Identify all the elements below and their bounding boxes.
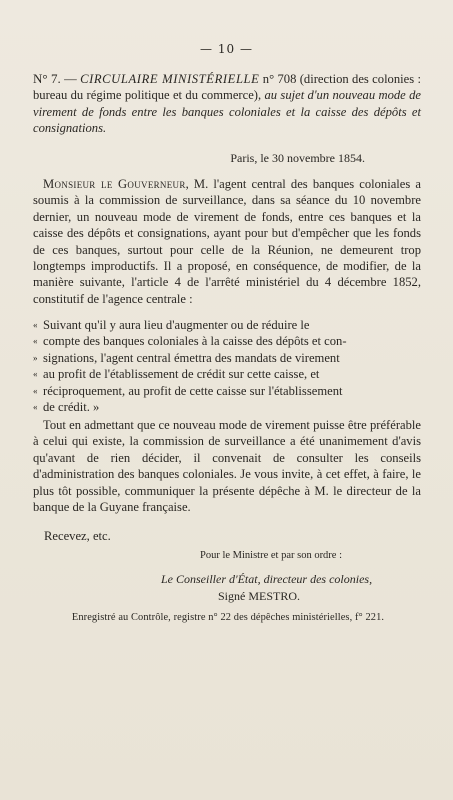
- signer-name: Signé MESTRO.: [218, 589, 301, 603]
- circular-heading: N° 7. — CIRCULAIRE MINISTÉRIELLE n° 708 (direction des colonies : bureau du régime politique et du commerce), au sujet d'un nouveau mode de virement de fonds entre les banques coloniales et la caisse des dépôts et consignations.: [33, 71, 421, 136]
- closing-formula: Recevez, etc.: [44, 529, 111, 543]
- paragraph-1-body: , M. l'agent central des banques coloniales a soumis à la commission de surveillance, dans sa séance du 10 novembre dernier, un nouveau mode de virement de fonds, entre ces banques et la caisse des dépôts et consignations, ayant pour but d'empêcher que les fonds de ces banques, surtout pour celle de la Réunion, ne demeurent trop longtemps improductifs. Il a proposé, en conséquence, de modifier, de la manière suivante, l'article 4 de l'arrêté ministériel du 4 décembre 1852, constitutif de l'agence centrale :: [33, 177, 421, 306]
- registration-note: Enregistré au Contrôle, registre n° 22 des dépêches ministérielles, f° 221.: [71, 612, 385, 623]
- quote-line-text: Suivant qu'il y aura lieu d'augmenter ou de réduire le: [43, 318, 310, 332]
- quote-mark: «: [33, 320, 38, 330]
- quote-mark: «: [33, 369, 38, 380]
- signer-title: Le Conseiller d'État, directeur des colonies,: [161, 572, 373, 586]
- circular-subject: au sujet d'un nouveau mode de virement de fonds entre les banques coloniales et la caisse des dépôts et consignations.: [33, 88, 421, 136]
- quote-line: [33, 399, 421, 415]
- quote-line-text: signations, l'agent central émettra des mandats de virement: [43, 350, 340, 365]
- quote-line: [33, 317, 421, 333]
- quote-line: [33, 366, 421, 382]
- circular-number: N° 7.: [33, 71, 61, 86]
- salutation: Monsieur le Gouverneur: [43, 177, 186, 191]
- page-number: — 10 —: [200, 42, 253, 56]
- paragraph-2: Tout en admettant que ce nouveau mode de virement puisse être préférable à celui qui existe, la commission de surveillance a été unanimement d'avis qu'avant de rien décider, il convenait de consulter les conseils d'administration des banques coloniales. Je vous invite, à cet effet, à faire, le plus tôt possible, communiquer la présente dépêche à M. le directeur de la banque de la Guyane française.: [33, 418, 421, 515]
- quoted-article: [33, 317, 421, 415]
- paragraph-1: [33, 176, 421, 307]
- quote-line-text: de crédit. »: [43, 400, 100, 415]
- quote-mark: »: [33, 352, 38, 363]
- quote-line-text: au profit de l'établissement de crédit sur cette caisse, et: [43, 367, 320, 382]
- quote-mark: «: [33, 336, 38, 347]
- quote-line: [33, 350, 421, 366]
- quote-line: [33, 333, 421, 349]
- by-order-line: Pour le Ministre et par son ordre :: [200, 550, 343, 561]
- quote-line-text: réciproquement, au profit de cette caisse sur l'établissement: [43, 383, 343, 398]
- heading-dash: —: [60, 72, 81, 86]
- dateline: Paris, le 30 novembre 1854.: [230, 151, 365, 165]
- quote-mark: «: [33, 385, 38, 396]
- circular-department: (direction des colonies : bureau du régime politique et du commerce): [33, 72, 421, 103]
- quote-line: [33, 383, 421, 399]
- quote-mark: «: [33, 402, 38, 413]
- quote-line-text: compte des banques coloniales à la caisse des dépôts et con-: [43, 334, 347, 349]
- circular-title-number: n° 708: [259, 72, 300, 86]
- circular-title: CIRCULAIRE MINISTÉRIELLE: [80, 72, 260, 86]
